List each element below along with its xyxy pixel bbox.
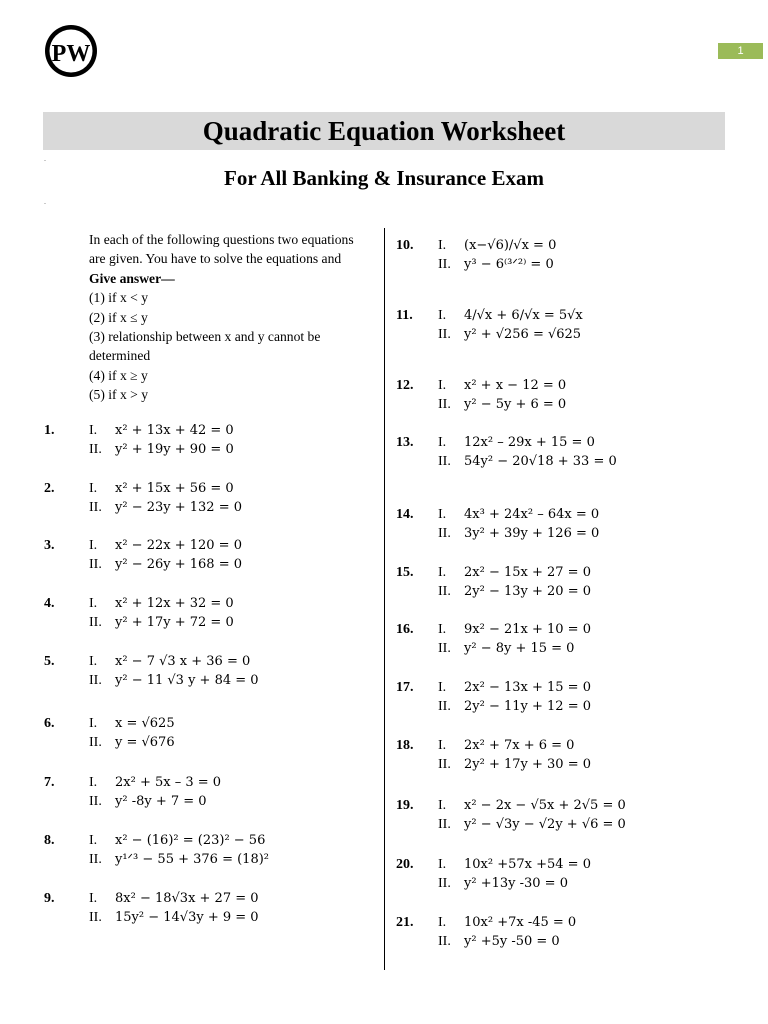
equation-i: 2x² − 13x + 15 = 0 — [464, 680, 591, 695]
question-number: 11. — [396, 308, 413, 323]
roman-label: II. — [89, 442, 102, 457]
equation-i: 2x² − 15x + 27 = 0 — [464, 565, 591, 580]
equation-row-i — [438, 376, 566, 396]
roman-label: II. — [89, 615, 102, 630]
equation-row-i — [438, 563, 591, 583]
equation-row-ii — [89, 733, 175, 753]
question-number: 5. — [44, 654, 55, 669]
equation-row-ii — [89, 671, 259, 691]
question-number: 1. — [44, 423, 55, 438]
question-number: 16. — [396, 622, 414, 637]
roman-label: II. — [438, 699, 451, 714]
equation-row-ii — [438, 874, 568, 894]
question-number: 8. — [44, 833, 55, 848]
equation-row-ii — [89, 555, 242, 575]
question-number: 15. — [396, 565, 414, 580]
equation-row-ii — [438, 932, 560, 952]
equation-row-ii — [438, 582, 591, 602]
instructions — [89, 230, 379, 405]
equation-row-i — [438, 505, 599, 525]
equation-ii: 2y² − 11y + 12 = 0 — [464, 699, 591, 714]
question-number: 17. — [396, 680, 414, 695]
equation-row-ii — [89, 850, 269, 870]
roman-label: II. — [438, 257, 451, 272]
roman-label: I. — [89, 538, 98, 553]
instruction-line: (2) if x ≤ y — [89, 309, 148, 325]
roman-label: I. — [438, 622, 447, 637]
roman-label: I. — [438, 507, 447, 522]
equation-ii: y² +5y -50 = 0 — [464, 934, 560, 949]
equation-row-ii — [438, 815, 626, 835]
equation-i: 4/√x + 6/√x = 5√x — [464, 308, 583, 323]
equation-ii: 3y² + 39y + 126 = 0 — [464, 526, 600, 541]
instruction-line: (1) if x < y — [89, 290, 149, 306]
roman-label: I. — [89, 596, 98, 611]
equation-ii: y² − √3y − √2y + √6 = 0 — [464, 817, 626, 832]
equation-i: 4x³ + 24x² – 64x = 0 — [464, 507, 600, 522]
equation-row-ii — [89, 498, 242, 518]
roman-label: I. — [438, 308, 447, 323]
question-number: 13. — [396, 435, 414, 450]
equation-ii: y² -8y + 7 = 0 — [115, 794, 207, 809]
equation-ii: y² +13y -30 = 0 — [464, 876, 568, 891]
equation-ii: y² − 5y + 6 = 0 — [464, 397, 567, 412]
roman-label: I. — [89, 833, 98, 848]
question-number: 3. — [44, 538, 55, 553]
equation-i: (x−√6)/√x = 0 — [464, 238, 557, 253]
equation-row-ii — [89, 792, 207, 812]
equation-i: x² + x − 12 = 0 — [464, 378, 567, 393]
roman-label: II. — [438, 584, 451, 599]
equation-row-ii — [89, 908, 259, 928]
equation-row-ii — [89, 613, 234, 633]
equation-row-ii — [438, 255, 554, 275]
roman-label: II. — [438, 454, 451, 469]
question-number: 7. — [44, 775, 55, 790]
equation-ii: y² − 11 √3 y + 84 = 0 — [115, 673, 259, 688]
roman-label: I. — [438, 238, 447, 253]
equation-i: x² − 7 √3 x + 36 = 0 — [115, 654, 251, 669]
equation-row-ii — [438, 452, 617, 472]
instruction-line: Give answer— — [89, 270, 175, 286]
instruction-line: In each of the following questions two equations — [89, 232, 354, 247]
roman-label: II. — [89, 794, 102, 809]
equation-row-i — [89, 479, 234, 499]
roman-label: II. — [438, 817, 451, 832]
question-number: 20. — [396, 857, 414, 872]
roman-label: I. — [89, 423, 98, 438]
equation-row-i — [89, 594, 234, 614]
question-number: 19. — [396, 798, 414, 813]
question-number: 10. — [396, 238, 414, 253]
pw-logo — [44, 24, 98, 78]
equation-row-i — [89, 831, 265, 851]
equation-row-i — [438, 678, 591, 698]
equation-i: x² − 2x − √5x + 2√5 = 0 — [464, 798, 626, 813]
roman-label: II. — [89, 673, 102, 688]
equation-ii: y = √676 — [115, 735, 175, 750]
equation-row-ii — [438, 325, 581, 345]
roman-label: I. — [438, 915, 447, 930]
equation-row-i — [89, 536, 242, 556]
equation-row-ii — [89, 440, 234, 460]
roman-label: II. — [438, 641, 451, 656]
equation-row-i — [438, 236, 556, 256]
roman-label: II. — [438, 757, 451, 772]
equation-ii: y³ − 6⁽³ᐟ²⁾ = 0 — [464, 257, 554, 272]
equation-row-i — [89, 889, 259, 909]
roman-label: I. — [438, 565, 447, 580]
equation-i: 10x² +57x +54 = 0 — [464, 857, 591, 872]
equation-ii: 2y² + 17y + 30 = 0 — [464, 757, 591, 772]
equation-ii: y¹ᐟ³ − 55 + 376 = (18)² — [115, 852, 269, 867]
equation-i: x² − 22x + 120 = 0 — [115, 538, 242, 553]
roman-label: II. — [89, 557, 102, 572]
roman-label: II. — [89, 852, 102, 867]
equation-ii: y² + 19y + 90 = 0 — [115, 442, 234, 457]
question-number: 18. — [396, 738, 414, 753]
roman-label: I. — [438, 435, 447, 450]
equation-row-i — [438, 855, 591, 875]
roman-label: I. — [89, 775, 98, 790]
equation-row-ii — [438, 639, 574, 659]
question-number: 6. — [44, 716, 55, 731]
pw-logo-text: PW — [51, 41, 91, 67]
equation-i: x² + 12x + 32 = 0 — [115, 596, 234, 611]
equation-row-ii — [438, 524, 599, 544]
roman-label: I. — [438, 680, 447, 695]
roman-label: II. — [438, 876, 451, 891]
roman-label: II. — [89, 735, 102, 750]
equation-i: x² + 15x + 56 = 0 — [115, 481, 234, 496]
instruction-line: (4) if x ≥ y — [89, 367, 148, 383]
equation-i: 9x² − 21x + 10 = 0 — [464, 622, 591, 637]
question-number: 4. — [44, 596, 55, 611]
equation-row-ii — [438, 395, 566, 415]
equation-ii: y² − 8y + 15 = 0 — [464, 641, 575, 656]
equation-row-i — [89, 652, 250, 672]
roman-label: I. — [438, 738, 447, 753]
roman-label: II. — [438, 526, 451, 541]
equation-i: x² + 13x + 42 = 0 — [115, 423, 234, 438]
equation-row-i — [438, 736, 574, 756]
roman-label: II. — [89, 500, 102, 515]
page-subtitle: For All Banking & Insurance Exam — [224, 166, 544, 190]
roman-label: I. — [438, 857, 447, 872]
equation-row-i — [89, 714, 175, 734]
equation-i: 12x² – 29x + 15 = 0 — [464, 435, 595, 450]
equation-row-i — [438, 433, 595, 453]
roman-label: II. — [438, 327, 451, 342]
equation-row-ii — [438, 697, 591, 717]
question-number: 2. — [44, 481, 55, 496]
page-number: 1 — [718, 43, 763, 59]
equation-i: x² − (16)² = (23)² − 56 — [115, 833, 266, 848]
instruction-line: (3) relationship between x and y cannot be — [89, 329, 321, 345]
equation-row-i — [438, 796, 626, 816]
question-number: 12. — [396, 378, 414, 393]
paragraph-mark: . — [44, 197, 46, 206]
equation-i: 8x² − 18√3x + 27 = 0 — [115, 891, 259, 906]
equation-ii: 15y² − 14√3y + 9 = 0 — [115, 910, 259, 925]
equation-ii: y² + √256 = √625 — [464, 327, 582, 342]
roman-label: I. — [438, 798, 447, 813]
equation-row-ii — [438, 755, 591, 775]
instruction-line: determined — [89, 348, 151, 364]
column-divider — [384, 228, 385, 970]
equation-i: 10x² +7x -45 = 0 — [464, 915, 577, 930]
roman-label: I. — [89, 716, 98, 731]
equation-ii: y² − 23y + 132 = 0 — [115, 500, 242, 515]
roman-label: II. — [438, 934, 451, 949]
page-title: Quadratic Equation Worksheet — [43, 112, 725, 150]
question-number: 9. — [44, 891, 55, 906]
equation-ii: y² + 17y + 72 = 0 — [115, 615, 234, 630]
equation-i: 2x² + 5x – 3 = 0 — [115, 775, 222, 790]
roman-label: I. — [89, 481, 98, 496]
equation-ii: y² − 26y + 168 = 0 — [115, 557, 242, 572]
equation-ii: 54y² − 20√18 + 33 = 0 — [464, 454, 617, 469]
equation-ii: 2y² − 13y + 20 = 0 — [464, 584, 591, 599]
instruction-line: are given. You have to solve the equations and — [89, 251, 342, 267]
equation-row-i — [438, 620, 591, 640]
equation-row-i — [89, 421, 234, 441]
roman-label: II. — [438, 397, 451, 412]
roman-label: I. — [438, 378, 447, 393]
roman-label: I. — [89, 891, 98, 906]
instruction-line: (5) if x > y — [89, 387, 149, 403]
question-number: 14. — [396, 507, 414, 522]
roman-label: I. — [89, 654, 98, 669]
equation-row-i — [438, 913, 576, 933]
equation-i: x = √625 — [115, 716, 175, 731]
equation-row-i — [89, 773, 221, 793]
paragraph-mark: . — [44, 154, 46, 163]
equation-i: 2x² + 7x + 6 = 0 — [464, 738, 575, 753]
equation-row-i — [438, 306, 583, 326]
roman-label: II. — [89, 910, 102, 925]
question-number: 21. — [396, 915, 414, 930]
